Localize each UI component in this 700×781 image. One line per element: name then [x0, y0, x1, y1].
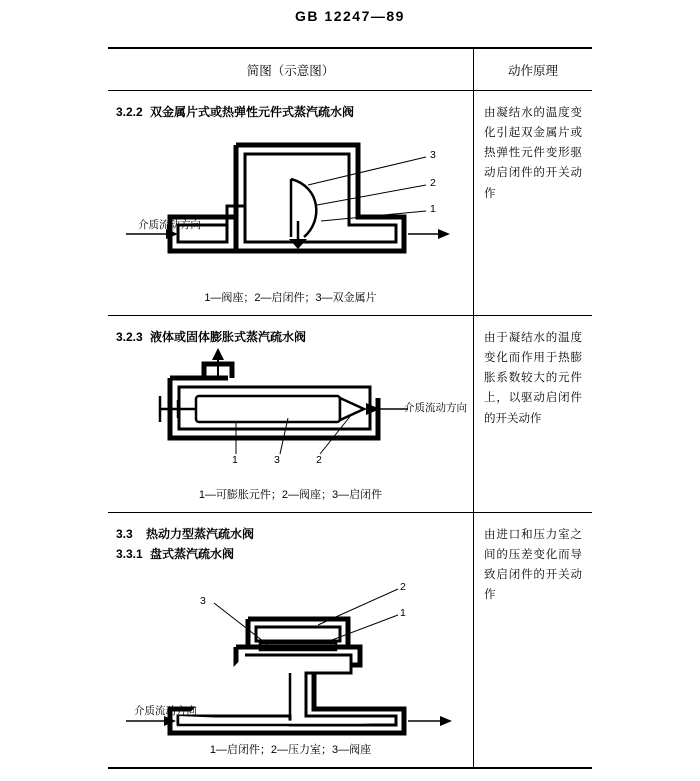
- clause-number: 3.2.2: [116, 105, 143, 119]
- content-table: [108, 47, 592, 769]
- figure-331: [108, 563, 474, 741]
- principle-cell-322: [474, 91, 592, 315]
- figure-322-svg: [108, 121, 474, 289]
- figure-legend-322: 1—阀座；2—启闭件；3—双金属片: [204, 292, 377, 304]
- callout-1: 1: [400, 607, 406, 619]
- clause-title: 双金属片式或热弹性元件式蒸汽疏水阀: [150, 105, 355, 119]
- callout-2: 2: [430, 177, 436, 189]
- table-row: [108, 316, 592, 513]
- flow-direction-label: 介质流动方向: [404, 402, 467, 414]
- flow-direction-label: 介质流动方向: [138, 219, 201, 231]
- figure-323: [108, 346, 474, 486]
- table-row: [108, 91, 592, 316]
- clause-number: 3.2.3: [116, 330, 143, 344]
- callout-3: 3: [200, 595, 206, 607]
- table-header-row: [108, 49, 592, 91]
- principle-text: 由进口和压力室之间的压差变化而导致启闭件的开关动作: [484, 529, 582, 602]
- clause-number: 3.3.1: [116, 547, 143, 561]
- callout-3: 3: [430, 149, 436, 161]
- clause-title: 盘式蒸汽疏水阀: [150, 547, 235, 561]
- figure-legend-331: 1—启闭件；2—压力室；3—阀座: [209, 744, 372, 756]
- diagram-cell-323: [108, 316, 474, 512]
- figure-322: [108, 121, 474, 289]
- figure-323-svg: [108, 346, 474, 486]
- clause-heading-33: [108, 513, 473, 543]
- principle-text: 由凝结水的温度变化引起双金属片或热弹性元件变形驱动启闭件的开关动作: [484, 107, 582, 200]
- standard-number: GB 12247—89: [295, 8, 405, 24]
- principle-cell-331: [474, 513, 592, 767]
- clause-heading-323: [108, 316, 473, 346]
- column-header-principle: 动作原理: [507, 63, 558, 78]
- clause-heading-322: [108, 91, 473, 121]
- figure-legend-323: 1—可膨胀元件；2—阀座；3—启闭件: [198, 489, 383, 501]
- callout-2: 2: [316, 454, 322, 466]
- clause-title: 液体或固体膨胀式蒸汽疏水阀: [150, 330, 307, 344]
- column-header-diagram: 简图（示意图）: [108, 49, 474, 90]
- callout-3: 3: [274, 454, 280, 466]
- principle-text: 由于凝结水的温度变化而作用于热膨胀系数较大的元件上，以驱动启闭件的开关动作: [484, 332, 582, 425]
- flow-direction-label: 介质流动方向: [134, 705, 197, 717]
- diagram-cell-322: [108, 91, 474, 315]
- callout-2: 2: [400, 581, 406, 593]
- diagram-cell-331: [108, 513, 474, 767]
- table-row: [108, 513, 592, 767]
- principle-cell-323: [474, 316, 592, 512]
- clause-title: 热动力型蒸汽疏水阀: [146, 527, 255, 541]
- callout-1: 1: [430, 203, 436, 215]
- callout-1: 1: [232, 454, 238, 466]
- clause-heading-331: [108, 543, 473, 563]
- clause-number: 3.3: [116, 527, 133, 541]
